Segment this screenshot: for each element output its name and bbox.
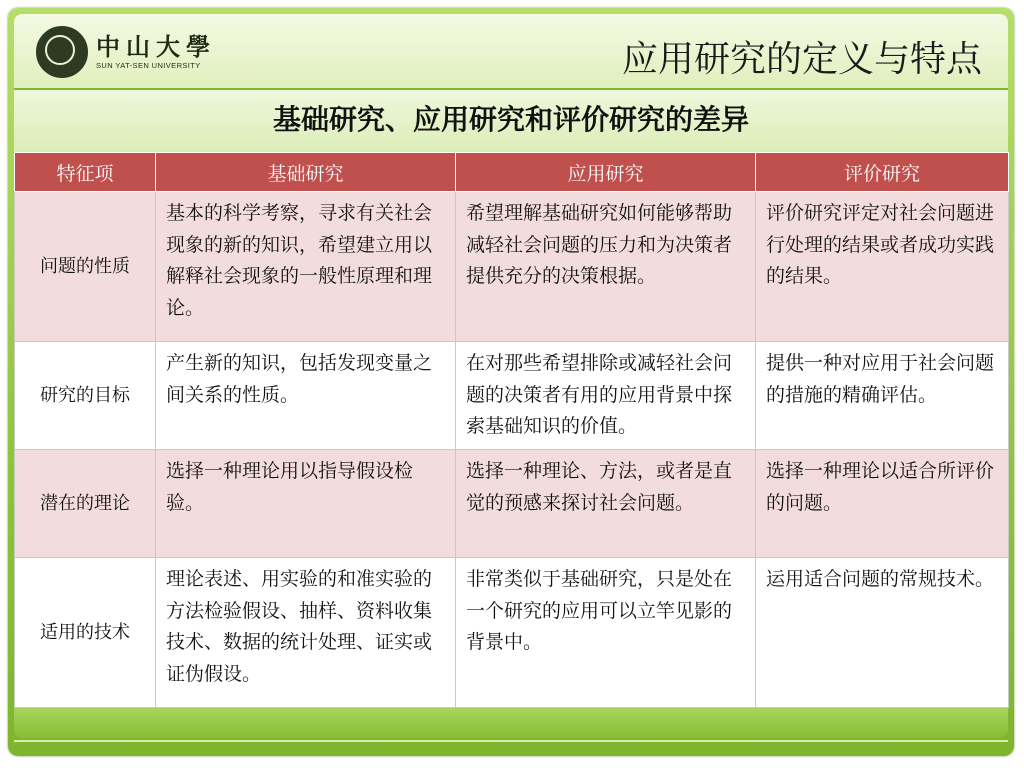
- page-title: 应用研究的定义与特点: [621, 39, 982, 80]
- basic-research-cell: 理论表述、用实验的和准实验的方法检验假设、抽样、资料收集技术、数据的统计处理、证实或证伪假设。: [156, 558, 456, 708]
- comparison-table: [14, 152, 1009, 708]
- column-header-feature: 特征项: [15, 153, 156, 192]
- evaluation-research-cell: 选择一种理论以适合所评价的问题。: [756, 450, 1009, 558]
- logo-english-name: SUN YAT-SEN UNIVERSITY: [96, 61, 201, 70]
- comparison-table-container: [14, 152, 1008, 708]
- basic-research-cell: 产生新的知识，包括发现变量之间关系的性质。: [156, 342, 456, 450]
- evaluation-research-cell: 运用适合问题的常规技术。: [756, 558, 1009, 708]
- university-logo: [36, 24, 226, 80]
- table-row: [15, 342, 1009, 450]
- logo-text: [96, 33, 216, 71]
- logo-chinese-name: 中山大學: [96, 32, 216, 61]
- applied-research-cell: 非常类似于基础研究，只是处在一个研究的应用可以立竿见影的背景中。: [456, 558, 756, 708]
- applied-research-cell: 在对那些希望排除或减轻社会问题的决策者有用的应用背景中探索基础知识的价值。: [456, 342, 756, 450]
- applied-research-cell: 希望理解基础研究如何能够帮助减轻社会问题的压力和为决策者提供充分的决策根据。: [456, 192, 756, 342]
- header-bar: [14, 14, 1008, 90]
- footer-bar: [14, 708, 1008, 738]
- table-header-row: [15, 153, 1009, 192]
- subtitle-bar: [14, 90, 1008, 152]
- basic-research-cell: 基本的科学考察，寻求有关社会现象的新的知识，希望建立用以解释社会现象的一般性原理和理论。: [156, 192, 456, 342]
- row-feature-cell: 研究的目标: [15, 342, 156, 450]
- row-feature-cell: 潜在的理论: [15, 450, 156, 558]
- table-row: [15, 192, 1009, 342]
- column-header-evaluation: 评价研究: [756, 153, 1009, 192]
- row-feature-cell: 适用的技术: [15, 558, 156, 708]
- footer-divider: [14, 740, 1008, 742]
- applied-research-cell: 选择一种理论、方法，或者是直觉的预感来探讨社会问题。: [456, 450, 756, 558]
- column-header-basic: 基础研究: [156, 153, 456, 192]
- table-row: [15, 450, 1009, 558]
- evaluation-research-cell: 提供一种对应用于社会问题的措施的精确评估。: [756, 342, 1009, 450]
- university-seal-icon: [36, 26, 88, 78]
- row-feature-cell: 问题的性质: [15, 192, 156, 342]
- slide-subtitle: 基础研究、应用研究和评价研究的差异: [272, 103, 749, 136]
- column-header-applied: 应用研究: [456, 153, 756, 192]
- table-row: [15, 558, 1009, 708]
- evaluation-research-cell: 评价研究评定对社会问题进行处理的结果或者成功实践的结果。: [756, 192, 1009, 342]
- basic-research-cell: 选择一种理论用以指导假设检验。: [156, 450, 456, 558]
